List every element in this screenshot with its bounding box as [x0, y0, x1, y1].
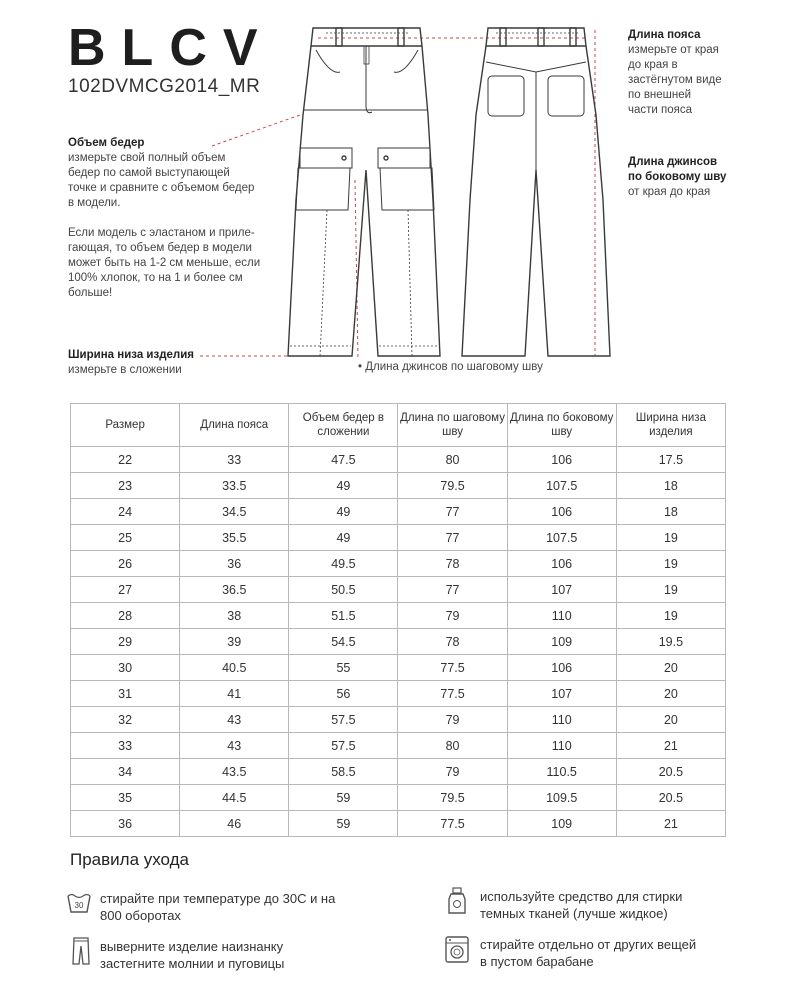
- cell-waist: 43: [180, 707, 289, 733]
- cell-hips: 49.5: [289, 551, 398, 577]
- table-row: [71, 733, 726, 759]
- cell-waist: 46: [180, 811, 289, 837]
- care-line: в пустом барабане: [480, 954, 594, 969]
- cell-inseam: 77: [398, 499, 507, 525]
- cell-hips: 51.5: [289, 603, 398, 629]
- table-row: [71, 551, 726, 577]
- table-row: [71, 707, 726, 733]
- care-line: стирайте при температуре до 30С и на: [100, 891, 336, 906]
- detergent-bottle-icon: [444, 886, 470, 916]
- care-item-wash: [100, 890, 335, 924]
- cell-side-length: 109: [507, 811, 616, 837]
- cell-size: 22: [71, 447, 180, 473]
- cell-size: 24: [71, 499, 180, 525]
- elastane-note-line: больше!: [68, 287, 113, 299]
- cell-size: 33: [71, 733, 180, 759]
- cell-inseam: 80: [398, 733, 507, 759]
- care-icon-inside-out: [68, 936, 94, 971]
- cell-size: 34: [71, 759, 180, 785]
- cell-waist: 36: [180, 551, 289, 577]
- cell-inseam: 79: [398, 759, 507, 785]
- cell-hips: 59: [289, 785, 398, 811]
- front-view: [288, 28, 440, 356]
- care-icon-machine: [444, 934, 470, 969]
- cell-hem-width: 18: [616, 473, 725, 499]
- elastane-note: [68, 226, 260, 301]
- cell-hips: 55: [289, 655, 398, 681]
- cell-inseam: 77.5: [398, 655, 507, 681]
- cell-side-length: 110: [507, 733, 616, 759]
- cell-inseam: 79: [398, 707, 507, 733]
- side-length-note-title: Длина джинсов: [628, 156, 718, 168]
- cell-waist: 35.5: [180, 525, 289, 551]
- cell-inseam: 77: [398, 525, 507, 551]
- table-row: [71, 525, 726, 551]
- cell-side-length: 106: [507, 655, 616, 681]
- table-row: [71, 603, 726, 629]
- side-length-note: [628, 155, 726, 200]
- cell-hips: 57.5: [289, 707, 398, 733]
- care-line: стирайте отдельно от других вещей: [480, 937, 697, 952]
- care-line: 800 оборотах: [100, 908, 181, 923]
- cell-hem-width: 19: [616, 525, 725, 551]
- waist-note-title: Длина пояса: [628, 29, 701, 41]
- inseam-note: [358, 360, 543, 375]
- cell-waist: 43.5: [180, 759, 289, 785]
- cell-waist: 33.5: [180, 473, 289, 499]
- article-number: 102DVMCG2014_MR: [68, 76, 261, 97]
- wash-30-icon: [66, 888, 92, 918]
- waist-note-line: по внешней: [628, 89, 692, 101]
- table-row: [71, 785, 726, 811]
- cell-side-length: 110.5: [507, 759, 616, 785]
- cell-size: 28: [71, 603, 180, 629]
- elastane-note-line: может быть на 1-2 см меньше, если: [68, 257, 261, 269]
- cell-hips: 49: [289, 473, 398, 499]
- table-row: [71, 655, 726, 681]
- cell-hips: 58.5: [289, 759, 398, 785]
- cell-size: 31: [71, 681, 180, 707]
- cell-waist: 40.5: [180, 655, 289, 681]
- cell-size: 29: [71, 629, 180, 655]
- cell-hem-width: 19: [616, 551, 725, 577]
- waist-note-line: измерьте от края: [628, 44, 719, 56]
- cell-hem-width: 20: [616, 655, 725, 681]
- cell-inseam: 77: [398, 577, 507, 603]
- cell-side-length: 109: [507, 629, 616, 655]
- cell-size: 30: [71, 655, 180, 681]
- cell-hem-width: 19: [616, 577, 725, 603]
- cell-side-length: 106: [507, 499, 616, 525]
- cell-hem-width: 18: [616, 499, 725, 525]
- table-row: [71, 577, 726, 603]
- cell-size: 35: [71, 785, 180, 811]
- cell-hem-width: 17.5: [616, 447, 725, 473]
- care-line: темных тканей (лучше жидкое): [480, 906, 668, 921]
- hip-note-title: Объем бедер: [68, 137, 145, 149]
- cell-side-length: 107: [507, 681, 616, 707]
- cell-hips: 47.5: [289, 447, 398, 473]
- table-row: [71, 499, 726, 525]
- elastane-note-line: 100% хлопок, то на 1 и более см: [68, 272, 243, 284]
- hem-note: [68, 348, 194, 378]
- hip-note-line: бедер по самой выступающей: [68, 167, 230, 179]
- cell-side-length: 107.5: [507, 473, 616, 499]
- cell-waist: 36.5: [180, 577, 289, 603]
- header-hips: Объем бедер в сложении: [289, 404, 398, 447]
- hip-note-line: точке и сравните с объемом бедер: [68, 182, 255, 194]
- cell-inseam: 80: [398, 447, 507, 473]
- side-length-note-title: по боковому шву: [628, 171, 727, 183]
- inseam-note-text: Длина джинсов по шаговому шву: [365, 361, 543, 373]
- inseam-guide: [355, 180, 358, 360]
- washing-machine-icon: [444, 934, 470, 964]
- table-row: [71, 681, 726, 707]
- waist-note-line: до края в: [628, 59, 678, 71]
- cell-size: 36: [71, 811, 180, 837]
- cell-hips: 57.5: [289, 733, 398, 759]
- cell-side-length: 106: [507, 551, 616, 577]
- cell-size: 25: [71, 525, 180, 551]
- cell-inseam: 77.5: [398, 811, 507, 837]
- inseam-marker: •: [358, 361, 363, 373]
- cell-inseam: 79.5: [398, 785, 507, 811]
- size-table: [70, 403, 726, 837]
- cell-hem-width: 21: [616, 811, 725, 837]
- care-item-machine: [480, 936, 696, 970]
- cell-hem-width: 20.5: [616, 785, 725, 811]
- care-line: застегните молнии и пуговицы: [100, 956, 285, 971]
- cell-side-length: 110: [507, 603, 616, 629]
- cell-hem-width: 21: [616, 733, 725, 759]
- size-table-wrap: [70, 403, 726, 837]
- waist-note-line: части пояса: [628, 104, 693, 116]
- waist-note-line: застёгнутом виде: [628, 74, 722, 86]
- cell-size: 23: [71, 473, 180, 499]
- elastane-note-line: Если модель с эластаном и приле-: [68, 227, 255, 239]
- brand-logo: BLCV: [68, 19, 274, 77]
- cell-hem-width: 20.5: [616, 759, 725, 785]
- cell-hips: 56: [289, 681, 398, 707]
- care-item-detergent: [480, 888, 682, 922]
- care-icon-detergent: [444, 886, 470, 921]
- care-icon-wash: [66, 888, 92, 923]
- hip-note-line: в модели.: [68, 197, 121, 209]
- wash-temp-label: 30: [74, 901, 84, 910]
- cell-waist: 39: [180, 629, 289, 655]
- header-side-length: Длина по боковому шву: [507, 404, 616, 447]
- cell-size: 26: [71, 551, 180, 577]
- cell-hem-width: 19.5: [616, 629, 725, 655]
- hem-note-text: измерьте в сложении: [68, 364, 182, 376]
- cell-waist: 33: [180, 447, 289, 473]
- cell-hips: 50.5: [289, 577, 398, 603]
- cell-waist: 41: [180, 681, 289, 707]
- cell-hips: 54.5: [289, 629, 398, 655]
- cell-inseam: 78: [398, 629, 507, 655]
- table-row: [71, 473, 726, 499]
- hip-note-line: измерьте свой полный объем: [68, 152, 226, 164]
- pants-inside-out-icon: [68, 936, 94, 966]
- hip-note: [68, 136, 254, 211]
- cell-hips: 59: [289, 811, 398, 837]
- cell-waist: 38: [180, 603, 289, 629]
- table-row: [71, 759, 726, 785]
- back-view: [462, 28, 610, 356]
- care-line: выверните изделие наизнанку: [100, 939, 284, 954]
- header-inseam: Длина по шаговому шву: [398, 404, 507, 447]
- cell-inseam: 78: [398, 551, 507, 577]
- cell-hips: 49: [289, 525, 398, 551]
- cell-inseam: 79.5: [398, 473, 507, 499]
- table-row: [71, 629, 726, 655]
- cell-side-length: 107: [507, 577, 616, 603]
- header-hem-width: Ширина низа изделия: [616, 404, 725, 447]
- cell-hem-width: 20: [616, 707, 725, 733]
- waist-note: [628, 28, 722, 118]
- header-waist: Длина пояса: [180, 404, 289, 447]
- cell-inseam: 79: [398, 603, 507, 629]
- side-length-note-text: от края до края: [628, 186, 711, 198]
- elastane-note-line: гающая, то объем бедер в модели: [68, 242, 252, 254]
- cell-waist: 43: [180, 733, 289, 759]
- care-item-inside-out: [100, 938, 284, 972]
- hem-note-title: Ширина низа изделия: [68, 349, 194, 361]
- cell-side-length: 106: [507, 447, 616, 473]
- cell-waist: 44.5: [180, 785, 289, 811]
- header-size: Размер: [71, 404, 180, 447]
- cell-size: 27: [71, 577, 180, 603]
- size-table-body: [71, 447, 726, 837]
- care-title: Правила ухода: [70, 850, 190, 869]
- cell-hem-width: 20: [616, 681, 725, 707]
- care-line: используйте средство для стирки: [480, 889, 683, 904]
- table-row: [71, 811, 726, 837]
- cell-side-length: 109.5: [507, 785, 616, 811]
- cell-hem-width: 19: [616, 603, 725, 629]
- table-header-row: [71, 404, 726, 447]
- cell-waist: 34.5: [180, 499, 289, 525]
- cell-hips: 49: [289, 499, 398, 525]
- cell-side-length: 110: [507, 707, 616, 733]
- cell-size: 32: [71, 707, 180, 733]
- cell-side-length: 107.5: [507, 525, 616, 551]
- cell-inseam: 77.5: [398, 681, 507, 707]
- table-row: [71, 447, 726, 473]
